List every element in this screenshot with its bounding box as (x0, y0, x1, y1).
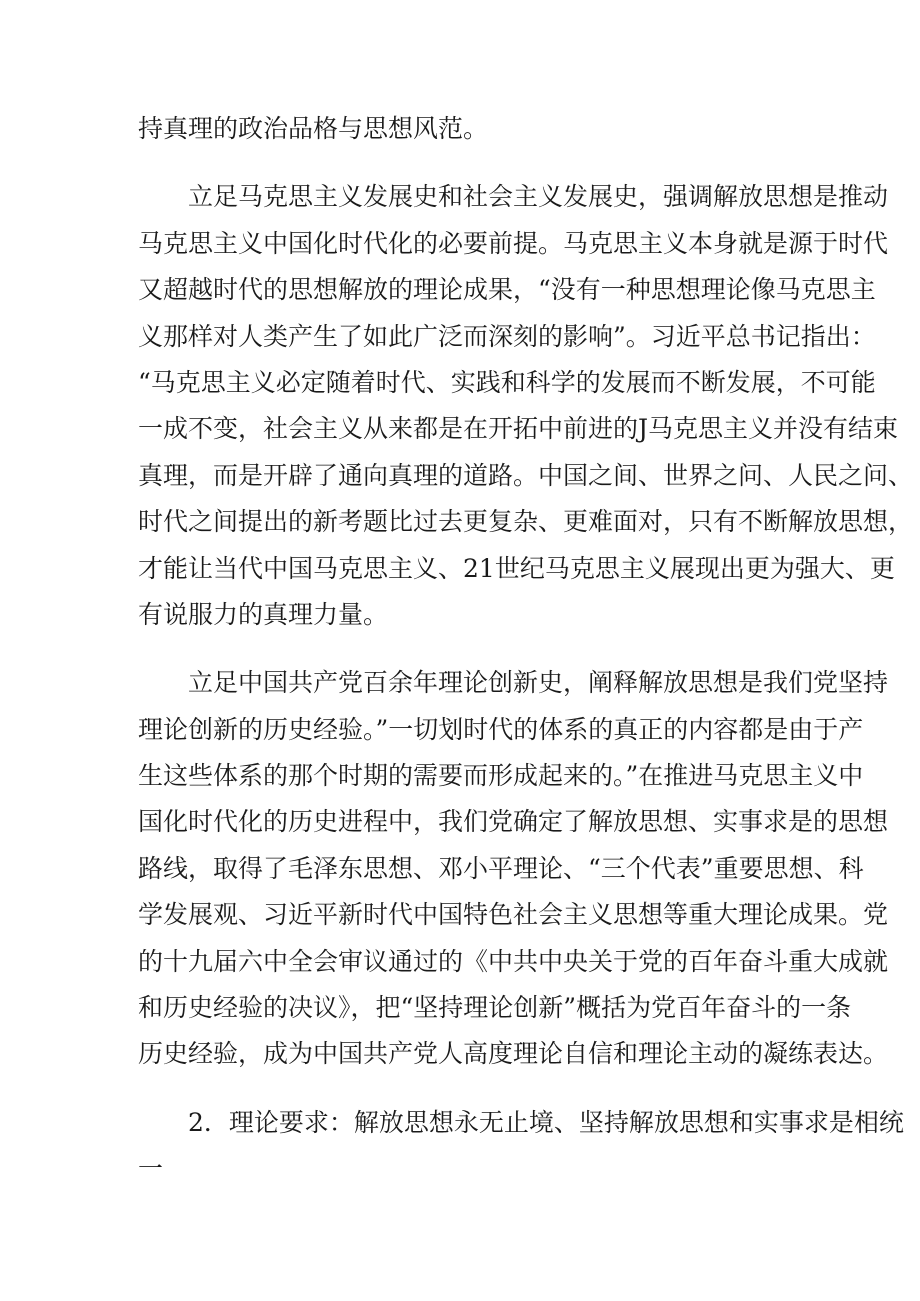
paragraph-start-line: 立足中国共产党百余年理论创新史，阐释解放思想是我们党坚持 (188, 668, 889, 698)
paragraph-start-line: 立足马克思主义发展史和社会主义发展史，强调解放思想是推动 (188, 182, 889, 212)
document-body (138, 106, 914, 1193)
text-line: 一成不变，社会主义从来都是在开拓中前进的J马克思主义并没有结束 (138, 414, 899, 444)
text-line: 路线，取得了毛泽东思想、邓小平理论、“三个代表”重要思想、科 (138, 853, 864, 883)
text-line: 马克思主义中国化时代化的必要前提。马克思主义本身就是源于时代 (138, 228, 889, 258)
text-line: 时代之间提出的新考题比过去更复杂、更难面对，只有不断解放思想， (138, 507, 914, 537)
text-line: 和历史经验的决议》，把“坚持理论创新”概括为党百年奋斗的一条 (138, 993, 852, 1023)
text-line: 生这些体系的那个时期的需要而形成起来的。”在推进马克思主义中 (138, 761, 864, 791)
text-line: 持真理的政治品格与思想风范。 (138, 114, 489, 143)
text-line: 有说服力的真理力量。 (138, 599, 389, 629)
text-line: 学发展观、习近平新时代中国特色社会主义思想等重大理论成果。党 (138, 900, 889, 930)
text-line: “马克思主义必定随着时代、实践和科学的发展而不断发展，不可能 (138, 367, 876, 397)
paragraph-gap (138, 152, 798, 174)
text-line: 真理，而是开辟了通向真理的道路。中国之间、世界之问、人民之问、 (138, 460, 914, 490)
text-line: 一 (138, 1154, 164, 1184)
text-line: 理论创新的历史经验。”一切划时代的体系的真正的内容都是由于产 (138, 714, 864, 744)
paragraph-gap (138, 638, 798, 660)
text-line: 国化时代化的历史进程中，我们党确定了解放思想、实事求是的思想 (138, 807, 889, 837)
text-line: 历史经验，成为中国共产党人高度理论自信和理论主动的凝练表达。 (138, 1039, 889, 1069)
text-line: 的十九届六中全会审议通过的《中共中央关于党的百年奋斗重大成就 (138, 946, 889, 976)
text-line: 又超越时代的思想解放的理论成果，“没有一种思想理论像马克思主 (138, 275, 876, 305)
paragraph-gap (138, 1078, 798, 1100)
text-line: 义那样对人类产生了如此广泛而深刻的影响”。习近平总书记指出： (138, 321, 876, 351)
section-heading-line: 2．理论要求：解放思想永无止境、坚持解放思想和实事求是相统 (188, 1107, 904, 1137)
text-line: 才能让当代中国马克思主义、21世纪马克思主义展现出更为强大、更 (138, 553, 895, 583)
